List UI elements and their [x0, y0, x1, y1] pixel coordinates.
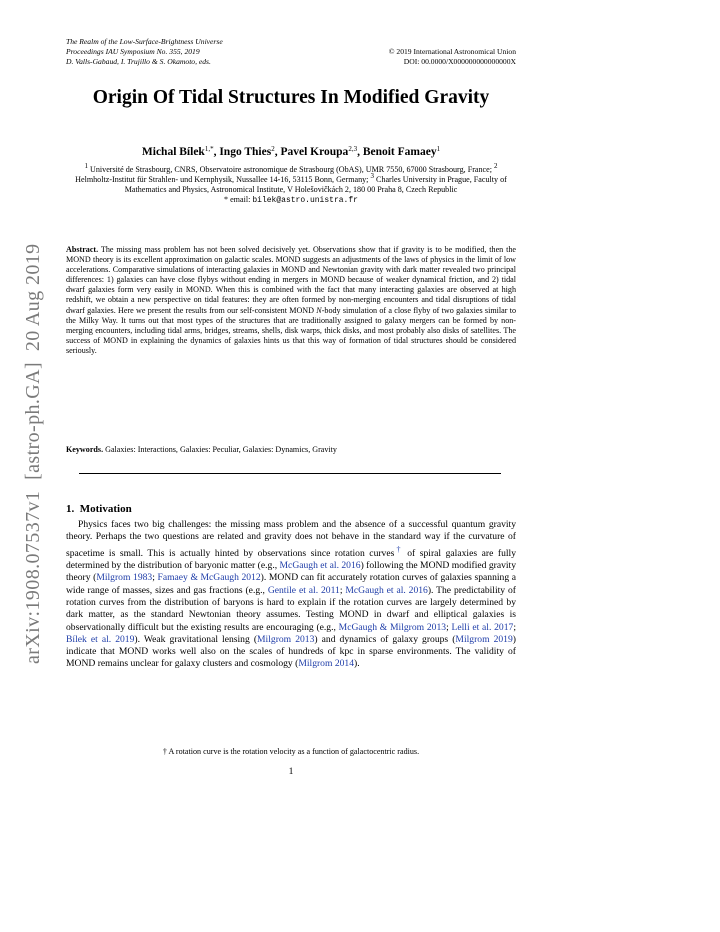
- affiliation-marker: 2: [494, 162, 498, 170]
- affiliation-2: Helmholtz-Institut für Strahlen- und Kernphysik, Nussallee 14-16, 53115 Bonn, Germany;: [75, 174, 369, 184]
- footnote-marker[interactable]: †: [394, 544, 403, 554]
- author: Benoit Famaey$^1$: [362, 145, 441, 158]
- journal-header: [66, 37, 223, 66]
- affiliation-marker: 3: [370, 171, 374, 180]
- footnote: † A rotation curve is the rotation velocity as a function of galactocentric radius.: [162, 747, 420, 756]
- section-heading: 1. Motivation: [66, 503, 132, 515]
- affiliation-marker: 1: [84, 162, 88, 170]
- doi-line: DOI: 00.0000/X000000000000000X: [403, 56, 516, 66]
- email-line: * email: bilek@astro.unistra.fr: [224, 194, 358, 205]
- affiliation-1: Université de Strasbourg, CNRS, Observatoire astronomique de Strasbourg (ObAS), UMR 7550, 67000 Strasbourg, France;: [90, 165, 492, 174]
- citation-link[interactable]: Famaey & McGaugh 2012: [157, 572, 261, 584]
- keywords: [66, 445, 516, 455]
- keywords-text: Galaxies: Interactions, Galaxies: Peculiar, Galaxies: Dynamics, Gravity: [105, 445, 337, 454]
- abstract: Abstract. The missing mass problem has not been solved decisively yet. Observations show that if gravity is to be modified, then the MOND theory is its excellent approximation on galactic scales. MOND suggests an adjustments of the laws of physics in the limit of low accelerations. Comparative simulations of interacting galaxies in MOND and Newtonian gravity with dark matter revealed two principal differences: 1) galaxies can have close flybys without ending in mergers in MOND because of weaker dynamical friction, and 2) tidal dwarf galaxies form very easily in MOND. When this is combined with the fact that many interacting galaxies are observed at high redshift, we obtain a new perspective on tidal features: they are often formed by non-merging encounters and tidal disruptions of tidal dwarf galaxies. Here we present the results from our self-consistent MOND N-body simulation of a close flyby of two galaxies similar to the Milky Way. It turns out that most types of the structures that are traditionally assigned to galaxy mergers can be formed by non-merging encounters, including tidal arms, bridges, streams, shells, disk warps, thick disks, and most probably also disks of satellites. The success of MOND in explaining the dynamics of galaxies hints us that this way of formation of tidal structures should be considered seriously.: [66, 245, 516, 355]
- author: Michal Bílek$^{1,*}$,: [141, 145, 220, 158]
- citation-link[interactable]: Milgrom 2014: [298, 658, 355, 670]
- citation-link[interactable]: Milgrom 2019: [455, 633, 513, 645]
- body-paragraph: Physics faces two big challenges: the missing mass problem and the absence of a successful quantum gravity theory. Perhaps the two questions are related and gravity does not behave in the standard way if the curvature of spacetime is small. This is actually hinted by observations since rotation curves† of spiral galaxies are fully determined by the distribution of baryonic matter (e.g., McGaugh et al. 2016) following the MOND modified gravity theory (Milgrom 1983; Famaey & McGaugh 2012). MOND can fit accurately rotation curves of galaxies spanning a wide range of masses, sizes and gas fractions (e.g., Gentile et al. 2011; McGaugh et al. 2016). The predictability of rotation curves from the distribution of baryons is hard to explain if the rotation curves are largely determined by dark matter, as the standard Newtonian theory assumes. Testing MOND in dwarf and elliptical galaxies is observationally difficult but the existing results are encouraging (e.g., McGaugh & Milgrom 2013; Lelli et al. 2017; Bílek et al. 2019). Weak gravitational lensing (Milgrom 2013) and dynamics of galaxy groups (Milgrom 2019) indicate that MOND works well also on the scales of hundreds of kpc in sparse environments. The validity of MOND remains unclear for galaxy clusters and cosmology (Milgrom 2014).: [66, 519, 516, 670]
- copyright-block: [330, 47, 516, 66]
- citation-link[interactable]: McGaugh et al. 2016: [279, 560, 361, 572]
- abstract-text: The missing mass problem has not been solved decisively yet. Observations show that if gravity is to be modified, then the MOND theory is its excellent approximation on galactic scales. MOND suggests an adjustments of the laws of physics in the limit of low accelerations. Comparative simulations of interacting galaxies in MOND and Newtonian gravity with dark matter revealed two principal differences: 1) galaxies can have close flybys without ending in mergers in MOND because of weaker dynamical friction, and 2) tidal dwarf galaxies form very easily in MOND. When this is combined with the fact that many interacting galaxies are observed at high redshift, we obtain a new perspective on tidal features: they are often formed by non-merging encounters and tidal disruptions of tidal dwarf galaxies. Here we present the results from our self-consistent MOND: [66, 245, 516, 315]
- copyright-line: © 2019 International Astronomical Union: [388, 47, 516, 56]
- author: Ingo Thies$^2$,: [219, 145, 281, 158]
- author-list: [66, 146, 516, 158]
- citation-link[interactable]: Gentile et al. 2011: [267, 584, 340, 596]
- citation-link[interactable]: Lelli et al. 2017: [451, 621, 514, 633]
- citation-link[interactable]: McGaugh & Milgrom 2013: [338, 621, 447, 633]
- divider: [79, 473, 501, 474]
- journal-line-1: The Realm of the Low-Surface-Brightness Universe: [66, 37, 223, 46]
- keywords-label: Keywords.: [66, 445, 104, 454]
- author: Pavel Kroupa$^{2,3}$,: [280, 145, 363, 158]
- affiliations: [66, 162, 516, 206]
- arxiv-sidebar-stamp: [22, 144, 52, 664]
- paper-title: Origin Of Tidal Structures In Modified Gravity: [92, 87, 490, 108]
- citation-link[interactable]: Milgrom 1983: [96, 572, 153, 584]
- citation-link[interactable]: Milgrom 2013: [257, 633, 315, 645]
- affiliation-3: Charles University in Prague, Faculty of Mathematics and Physics, Astronomical Institute, V Holešovičkách 2, 180 00 Praha 8, Czech Republic: [124, 174, 507, 194]
- page-number: 1: [288, 766, 294, 777]
- journal-line-2: Proceedings IAU Symposium No. 355, 2019: [66, 46, 200, 56]
- journal-line-3: D. Valls-Gabaud, I. Trujillo & S. Okamoto, eds.: [66, 56, 211, 66]
- arxiv-id: arXiv:1908.07537v1 [astro-ph.GA] 20 Aug 2019: [22, 243, 44, 664]
- citation-link[interactable]: McGaugh et al. 2016: [345, 584, 428, 596]
- citation-link[interactable]: Bílek et al. 2019: [66, 633, 135, 645]
- abstract-label: Abstract.: [66, 245, 99, 254]
- email-address[interactable]: bilek@astro.unistra.fr: [252, 195, 358, 205]
